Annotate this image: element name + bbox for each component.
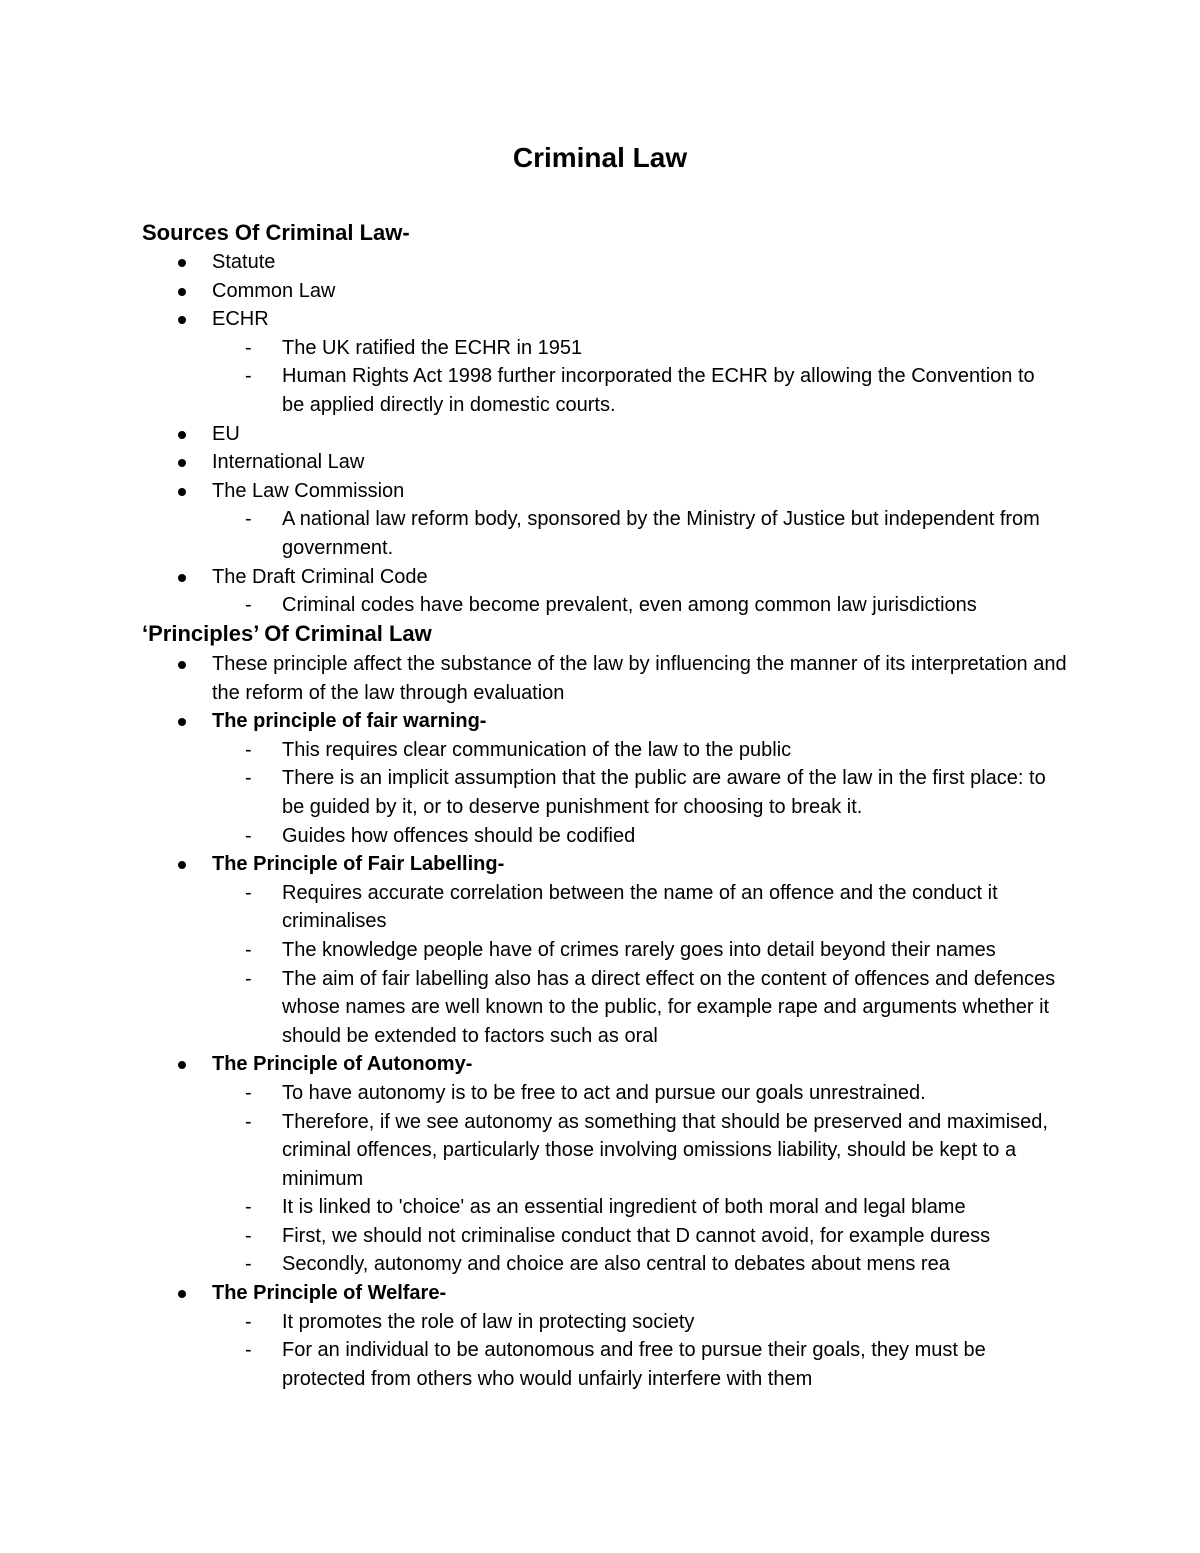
list-item [0, 248, 1072, 277]
sub-list-item [212, 1250, 1062, 1279]
list-item [0, 448, 1072, 477]
sub-list-item-text: A national law reform body, sponsored by the Ministry of Justice but independent from government. [282, 508, 1040, 559]
list-item-text: International Law [212, 451, 365, 474]
dash-marker: - [245, 1224, 252, 1247]
dash-marker: - [245, 881, 252, 904]
bullet-icon [178, 1061, 186, 1069]
list-item-text: Statute [212, 251, 276, 273]
sub-list-item-text: The aim of fair labelling also has a direct effect on the content of offences and defences whose names are well known to the public, for example rape and arguments whether it should be extended to factors such as oral [282, 967, 1056, 1047]
bullet-icon [178, 574, 186, 582]
dash-marker: - [245, 365, 252, 388]
sub-list-item-text: Requires accurate correlation between the name of an offence and the conduct it criminalises [282, 881, 998, 933]
sub-list-item-text: First, we should not criminalise conduct that D cannot avoid, for example duress [282, 1224, 991, 1247]
dash-marker: - [245, 1081, 252, 1104]
bullet-icon [178, 459, 186, 467]
bullet-icon [178, 718, 186, 726]
bullet-icon [178, 861, 186, 869]
sub-list-item-text: There is an implicit assumption that the public are aware of the law in the first place: to be guided by it, or to deserve punishment for choosing to break it. [282, 767, 1046, 818]
bullet-icon [178, 316, 186, 324]
sub-list [212, 334, 1072, 420]
dash-marker: - [245, 767, 252, 790]
list-item-text: The Draft Criminal Code [212, 565, 428, 588]
list-item-text: These principle affect the substance of the law by influencing the manner of its interpretation and the reform of the law through evaluation [212, 653, 1067, 704]
dash-marker: - [245, 594, 252, 617]
sub-list [212, 591, 1072, 620]
principles-heading: ‘Principles’ Of Criminal Law [142, 621, 432, 646]
sub-list [212, 879, 1072, 1051]
document-title: Criminal Law [512, 142, 688, 173]
dash-marker: - [245, 1339, 252, 1362]
dash-marker: - [245, 1110, 252, 1133]
sources-list [0, 248, 1200, 620]
dash-marker: - [245, 1196, 252, 1219]
sub-list-item-text: To have autonomy is to be free to act and pursue our goals unrestrained. [282, 1081, 926, 1104]
list-item-text: The principle of fair warning- [212, 710, 487, 733]
list-item-text: The Principle of Autonomy- [212, 1053, 473, 1076]
list-item [0, 277, 1072, 306]
sub-list-item [212, 362, 1062, 419]
list-item [0, 650, 1072, 707]
list-item-text: Common Law [212, 279, 336, 302]
dash-marker: - [245, 738, 252, 761]
bullet-icon [178, 259, 186, 267]
sub-list-item [212, 736, 1062, 765]
list-item [0, 850, 1072, 1050]
list-item-text: The Principle of Fair Labelling- [212, 853, 505, 876]
sub-list-item [212, 1308, 1062, 1337]
sources-heading: Sources Of Criminal Law- [142, 220, 410, 245]
sub-list-item-text: Guides how offences should be codified [282, 824, 636, 847]
dash-marker: - [245, 938, 252, 961]
list-item [0, 707, 1072, 850]
sub-list-item [212, 879, 1062, 936]
list-item-text: The Law Commission [212, 479, 405, 502]
sub-list-item-text: For an individual to be autonomous and free to pursue their goals, they must be protected from others who would unfairly interfere with them [282, 1339, 986, 1390]
list-item [0, 420, 1072, 449]
sub-list-item-text: This requires clear communication of the law to the public [282, 738, 792, 761]
dash-marker: - [245, 1310, 252, 1333]
bullet-icon [178, 288, 186, 296]
sub-list-item-text: Criminal codes have become prevalent, even among common law jurisdictions [282, 594, 977, 617]
dash-marker: - [245, 508, 252, 531]
sub-list-item [212, 764, 1062, 821]
list-item-text: ECHR [212, 308, 269, 331]
dash-marker: - [245, 1253, 252, 1276]
sub-list [212, 505, 1072, 562]
sub-list-item [212, 1336, 1062, 1393]
bullet-icon [178, 1290, 186, 1298]
sub-list [212, 1308, 1072, 1394]
sub-list-item [212, 334, 1062, 363]
sub-list [212, 736, 1072, 850]
sub-list-item-text: Secondly, autonomy and choice are also central to debates about mens rea [282, 1253, 950, 1276]
sub-list-item [212, 1079, 1062, 1108]
sub-list-item [212, 1222, 1062, 1251]
sub-list-item [212, 1193, 1062, 1222]
list-item [0, 305, 1072, 419]
sub-list-item [212, 822, 1062, 851]
bullet-icon [178, 431, 186, 439]
sub-list-item-text: It promotes the role of law in protecting society [282, 1310, 695, 1333]
list-item [0, 1050, 1072, 1279]
sub-list-item-text: It is linked to 'choice' as an essential ingredient of both moral and legal blame [282, 1196, 966, 1219]
list-item-text: EU [212, 422, 240, 445]
dash-marker: - [245, 824, 252, 847]
sub-list-item-text: The knowledge people have of crimes rarely goes into detail beyond their names [282, 938, 996, 961]
sub-list-item-text: The UK ratified the ECHR in 1951 [282, 336, 583, 359]
sub-list-item-text: Therefore, if we see autonomy as something that should be preserved and maximised, criminal offences, particularly those involving omissions liability, should be kept to a minimum [282, 1110, 1048, 1190]
dash-marker: - [245, 336, 252, 359]
principles-list [0, 650, 1200, 1393]
list-item [0, 1279, 1072, 1393]
sub-list-item [212, 1108, 1062, 1194]
bullet-icon [178, 661, 186, 669]
list-item [0, 563, 1072, 620]
list-item [0, 477, 1072, 563]
sub-list-item [212, 965, 1062, 1051]
sub-list-item-text: Human Rights Act 1998 further incorporated the ECHR by allowing the Convention to be applied directly in domestic courts. [282, 365, 1035, 416]
sub-list-item [212, 591, 1062, 620]
bullet-icon [178, 488, 186, 496]
dash-marker: - [245, 967, 252, 990]
list-item-text: The Principle of Welfare- [212, 1282, 447, 1305]
sub-list [212, 1079, 1072, 1279]
sub-list-item [212, 505, 1062, 562]
sub-list-item [212, 936, 1062, 965]
